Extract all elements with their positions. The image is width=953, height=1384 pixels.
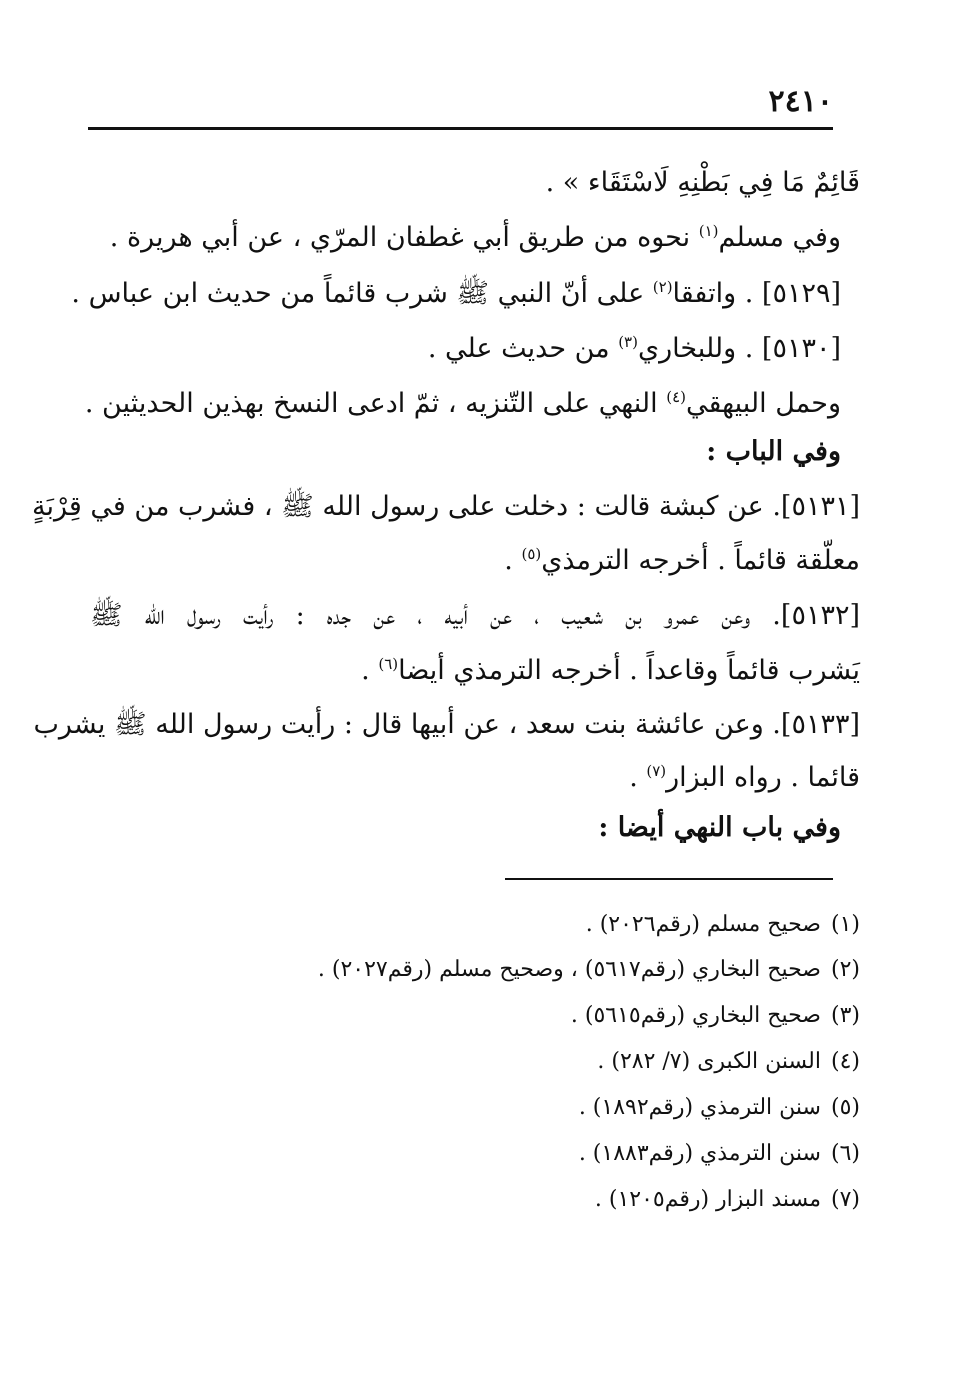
footnote-7: (٧)مسند البزار (رقم١٢٠٥) . (594, 1187, 860, 1212)
text-line-7: [٥١٣١]. عن كبشة قالت : دخلت على رسول الله ﷺ ، فشرب من في قِرْبَةٍ (32, 491, 860, 522)
text-line-8: معلّقة قائماً . أخرجه الترمذي$^{(٥)}$ . (504, 545, 860, 576)
text-line-4: [٥١٣٠] . وللبخاري$^{(٣)}$ من حديث علي . (427, 333, 841, 364)
text-line-2: وفي مسلم$^{(١)}$ نحوه من طريق أبي غطفان المرّي ، عن أبي هريرة . (109, 222, 841, 253)
footnote-ref-7[interactable]: (٧) (646, 762, 667, 780)
text-line-12: قائما . رواه البزار$^{(٧)}$ . (629, 762, 860, 793)
footnote-ref-6[interactable]: (٦) (378, 655, 399, 673)
section-heading-in-chapter: وفي الباب : (706, 436, 841, 467)
footnote-1: (١)صحيح مسلم (رقم٢٠٢٦) . (585, 912, 860, 937)
footnote-3: (٣)صحيح البخاري (رقم٥٦١٥) . (570, 1003, 860, 1028)
section-heading-prohibition: وفي باب النهي أيضا : (598, 812, 841, 843)
footnote-2: (٢)صحيح البخاري (رقم٥٦١٧) ، وصحيح مسلم (رقم٢٠٢٧) . (317, 957, 860, 982)
text-line-10: يَشرب قائماً وقاعداً . أخرجه الترمذي أيضا$^{(٦)}$ . (361, 655, 860, 686)
footnote-separator (505, 878, 833, 880)
text-line-5: وحمل البيهقي$^{(٤)}$ النهي على التّنزيه ، ثمّ ادعى النسخ بهذين الحديثين . (84, 388, 841, 419)
page-number: ٢٤١٠ (768, 84, 833, 119)
footnote-ref-3[interactable]: (٣) (618, 333, 638, 351)
text-line-1: قَائِمٌ مَا فِي بَطْنِهِ لَاسْتَقَاء » . (545, 167, 860, 198)
text-line-11: [٥١٣٣]. وعن عائشة بنت سعد ، عن أبيها قال : رأيت رسول الله ﷺ يشرب (33, 709, 860, 740)
footnote-6: (٦)سنن الترمذي (رقم١٨٨٣) . (578, 1141, 860, 1166)
footnote-ref-2[interactable]: (٢) (652, 278, 673, 296)
footnote-4: (٤)السنن الكبرى (٧/ ٢٨٢) . (597, 1049, 860, 1074)
footnote-ref-1[interactable]: (١) (698, 222, 719, 240)
footnote-5: (٥)سنن الترمذي (رقم١٨٩٢) . (578, 1095, 860, 1120)
text-line-9: [٥١٣٢]. وعن عمرو بن شعيب ، عن أبيه ، عن جده : رأيت رسول الله ﷺ (90, 600, 860, 631)
text-line-3: [٥١٢٩] . واتفقا$^{(٢)}$ على أنّ النبي ﷺ شرب قائماً من حديث ابن عباس . (71, 278, 841, 309)
footnote-ref-5[interactable]: (٥) (521, 545, 542, 563)
footnote-ref-4[interactable]: (٤) (666, 388, 686, 406)
header-rule (88, 127, 833, 130)
